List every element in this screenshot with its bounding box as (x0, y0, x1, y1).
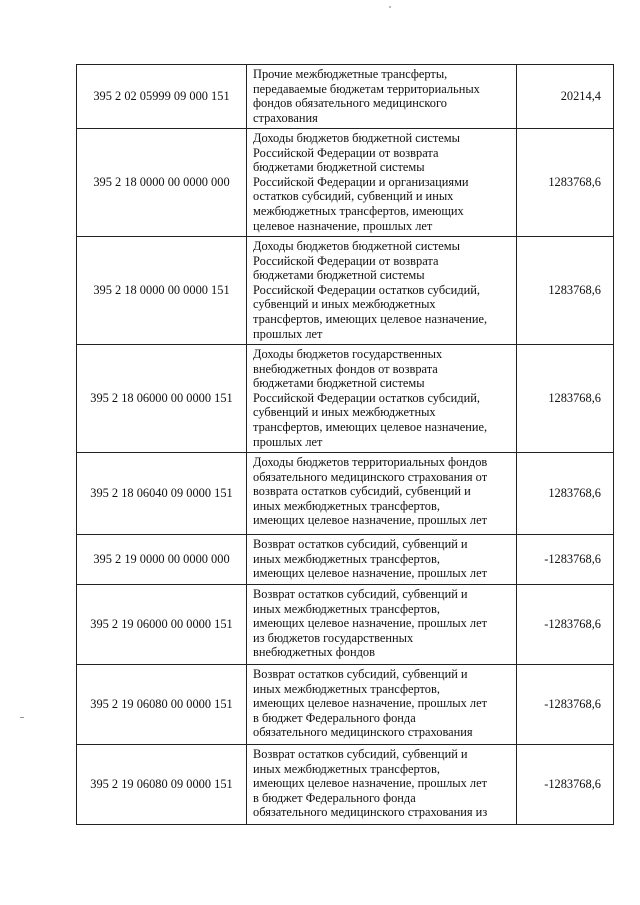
revenue-description-text: Доходы бюджетов бюджетной системы Российской Федерации от возврата бюджетами бюджетной системы Российской Федерации остатков субсидий, субвенций и иных межбюджетных трансфертов, имеющих целевое назначение, прошлых лет (253, 239, 488, 341)
revenue-description-text: Доходы бюджетов бюджетной системы Российской Федерации от возврата бюджетами бюджетной системы Российской Федерации и организациями остатков субсидий, субвенций и иных межбюджетных трансфертов, имеющих целевое назначение, прошлых лет (253, 131, 469, 233)
table-row (77, 129, 614, 237)
budget-classification-code: 395 2 19 06080 00 0000 151 (77, 665, 247, 745)
amount-value: -1283768,6 (517, 585, 614, 665)
revenue-description (247, 237, 517, 345)
revenue-description (247, 129, 517, 237)
revenue-description-text: Прочие межбюджетные трансферты, передаваемые бюджетам территориальных фондов обязательного медицинского страхования (253, 67, 480, 125)
budget-classification-code: 395 2 18 06040 09 0000 151 (77, 453, 247, 535)
scan-speck (20, 717, 24, 718)
amount-value: 20214,4 (517, 65, 614, 129)
budget-classification-code: 395 2 18 06000 00 0000 151 (77, 345, 247, 453)
table-row (77, 65, 614, 129)
table-row (77, 237, 614, 345)
budget-classification-code: 395 2 19 06080 09 0000 151 (77, 745, 247, 825)
table-row (77, 585, 614, 665)
amount-value: 1283768,6 (517, 345, 614, 453)
amount-value: -1283768,6 (517, 665, 614, 745)
revenue-description-text: Доходы бюджетов территориальных фондов обязательного медицинского страхования от возврата остатков субсидий, субвенций и иных межбюджетных трансфертов, имеющих целевое назначение, прошлых лет (253, 455, 488, 528)
revenue-description (247, 745, 517, 825)
revenue-description-text: Доходы бюджетов государственных внебюджетных фондов от возврата бюджетами бюджетной системы Российской Федерации остатков субсидий, субвенций и иных межбюджетных трансфертов, имеющих целевое назначение, прошлых лет (253, 347, 488, 449)
amount-value: 1283768,6 (517, 129, 614, 237)
revenue-description-text: Возврат остатков субсидий, субвенций и иных межбюджетных трансфертов, имеющих целевое назначение, прошлых лет в бюджет Федерального фонда обязательного медицинского страхования из (253, 747, 488, 820)
table-row (77, 453, 614, 535)
scan-dot (389, 6, 391, 8)
budget-classification-code: 395 2 19 06000 00 0000 151 (77, 585, 247, 665)
budget-classification-code: 395 2 19 0000 00 0000 000 (77, 535, 247, 585)
amount-value: 1283768,6 (517, 237, 614, 345)
budget-classification-code: 395 2 18 0000 00 0000 151 (77, 237, 247, 345)
revenue-description (247, 535, 517, 585)
revenue-description (247, 453, 517, 535)
amount-value: -1283768,6 (517, 745, 614, 825)
amount-value: -1283768,6 (517, 535, 614, 585)
revenue-description (247, 345, 517, 453)
budget-classification-code: 395 2 18 0000 00 0000 000 (77, 129, 247, 237)
table-row (77, 535, 614, 585)
table-row (77, 665, 614, 745)
revenue-description-text: Возврат остатков субсидий, субвенций и иных межбюджетных трансфертов, имеющих целевое назначение, прошлых лет (253, 537, 488, 581)
table-row (77, 745, 614, 825)
revenue-description (247, 665, 517, 745)
amount-value: 1283768,6 (517, 453, 614, 535)
revenue-description-text: Возврат остатков субсидий, субвенций и иных межбюджетных трансфертов, имеющих целевое назначение, прошлых лет из бюджетов государственных внебюджетных фондов (253, 587, 488, 660)
revenue-description (247, 65, 517, 129)
revenue-description-text: Возврат остатков субсидий, субвенций и иных межбюджетных трансфертов, имеющих целевое назначение, прошлых лет в бюджет Федерального фонда обязательного медицинского страхования (253, 667, 488, 740)
budget-revenue-table (76, 64, 614, 825)
budget-classification-code: 395 2 02 05999 09 000 151 (77, 65, 247, 129)
table-row (77, 345, 614, 453)
revenue-description (247, 585, 517, 665)
